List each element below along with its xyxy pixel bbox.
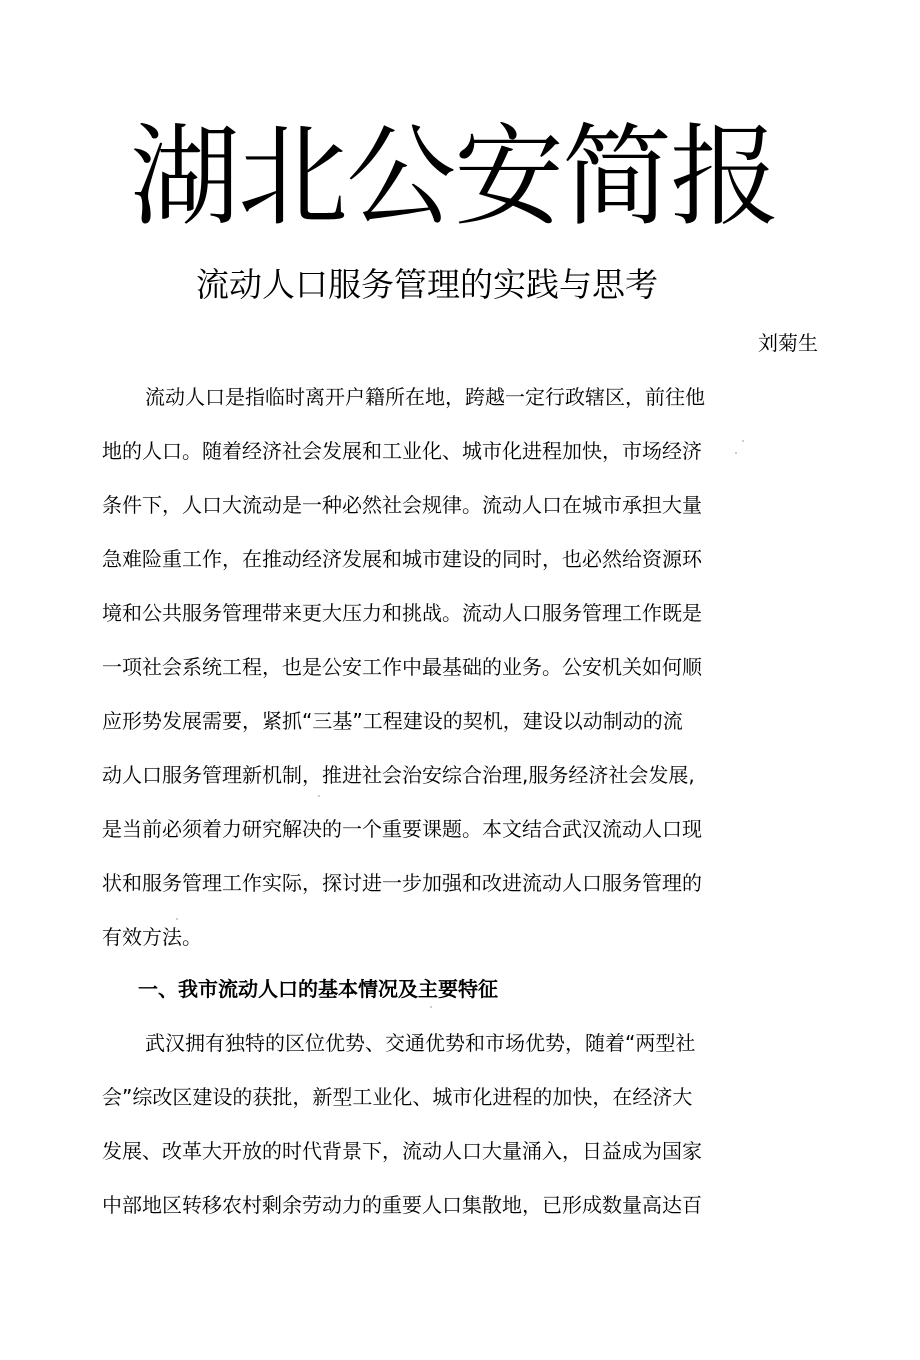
paragraph-line: 会”综改区建设的获批，新型工业化、城市化进程的加快，在经济大 bbox=[102, 1085, 693, 1109]
author-name: 刘菊生 bbox=[758, 331, 818, 355]
paragraph-line: 应形势发展需要，紧抓“三基”工程建设的契机，建设以动制动的流 bbox=[102, 709, 683, 733]
scan-speck bbox=[735, 452, 737, 454]
paragraph-line: 是当前必须着力研究解决的一个重要课题。本文结合武汉流动人口现 bbox=[102, 817, 702, 841]
paragraph-line: 境和公共服务管理带来更大压力和挑战。流动人口服务管理工作既是 bbox=[102, 601, 702, 625]
scan-speck bbox=[318, 795, 320, 797]
masthead-title: 湖北公安简报 bbox=[130, 113, 778, 241]
paragraph-line: 一项社会系统工程，也是公安工作中最基础的业务。公安机关如何顺 bbox=[102, 655, 702, 679]
paragraph-line: 急难险重工作，在推动经济发展和城市建设的同时，也必然给资源环 bbox=[102, 547, 702, 571]
paragraph-line: 流动人口是指临时离开户籍所在地，跨越一定行政辖区，前往他 bbox=[145, 385, 705, 409]
paragraph-line: 动人口服务管理新机制，推进社会治安综合治理,服务经济社会发展, bbox=[102, 763, 695, 787]
scan-speck bbox=[742, 440, 744, 442]
paragraph-line: 有效方法。 bbox=[102, 925, 202, 949]
paragraph-line: 发展、改革大开放的时代背景下，流动人口大量涌入，日益成为国家 bbox=[102, 1139, 702, 1163]
paragraph-line: 中部地区转移农村剩余劳动力的重要人口集散地，已形成数量高达百 bbox=[102, 1193, 702, 1217]
paragraph-line: 地的人口。随着经济社会发展和工业化、城市化进程加快，市场经济 bbox=[102, 439, 702, 463]
scan-speck bbox=[176, 918, 178, 920]
paragraph-line: 状和服务管理工作实际，探讨进一步加强和改进流动人口服务管理的 bbox=[102, 871, 702, 895]
paragraph-line: 武汉拥有独特的区位优势、交通优势和市场优势，随着“两型社 bbox=[145, 1031, 696, 1055]
paragraph-line: 条件下，人口大流动是一种必然社会规律。流动人口在城市承担大量 bbox=[102, 493, 702, 517]
article-title: 流动人口服务管理的实践与思考 bbox=[196, 265, 658, 304]
scan-speck bbox=[430, 1006, 432, 1008]
section-heading: 一、我市流动人口的基本情况及主要特征 bbox=[138, 977, 498, 1001]
